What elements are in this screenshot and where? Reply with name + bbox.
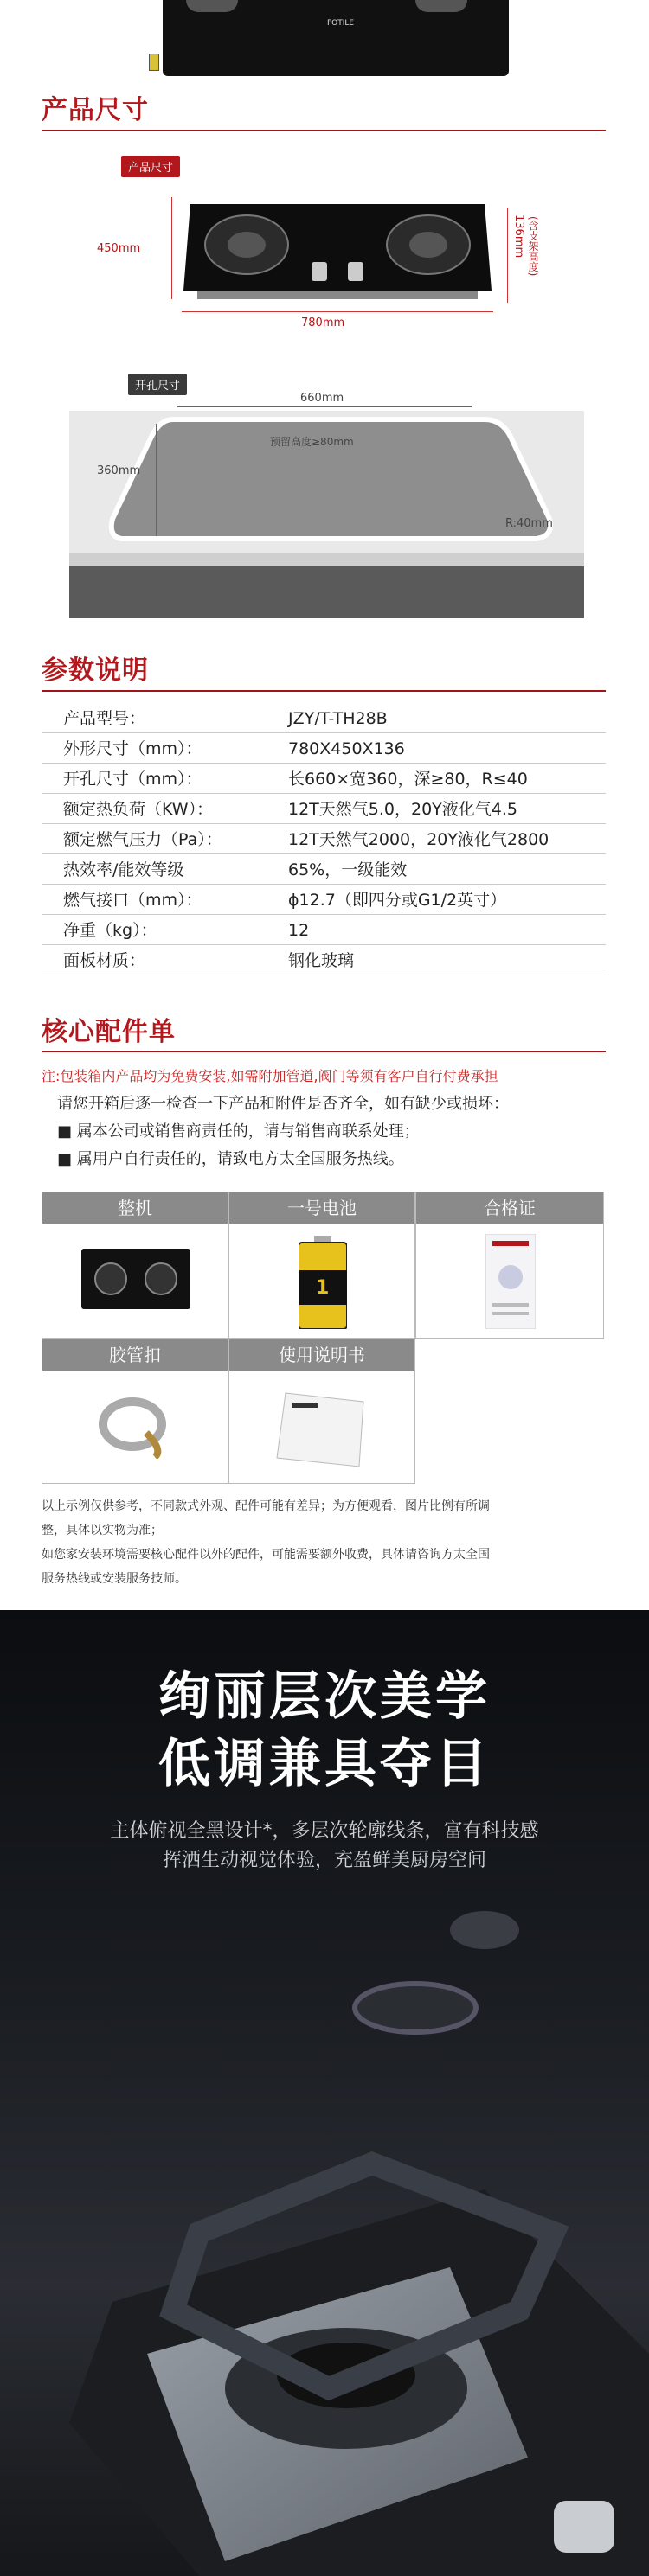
param-row: [42, 734, 606, 764]
param-value: JZY/T-TH28B: [288, 709, 388, 728]
cutout-tag: 开孔尺寸: [128, 374, 187, 395]
section-divider: [42, 130, 606, 131]
param-row: [42, 795, 606, 824]
hero-subtitle-2: 挥洒生动视觉体验，充盈鲜美厨房空间: [162, 1850, 486, 1871]
size-section-title: 产品尺寸: [42, 95, 149, 125]
param-value: ϕ12.7（即四分或G1/2英寸）: [288, 891, 507, 910]
depth-dimension-line: [171, 197, 172, 299]
param-key: 额定热负荷（KW）：: [63, 800, 214, 819]
param-key: 热效率/能效等级: [63, 860, 184, 879]
check-intro: 请您开箱后逐一检查一下产品和附件是否齐全，如有缺少或损坏：: [57, 1095, 509, 1113]
disclaimer-line-2: 整，具体以实物为准；: [42, 1524, 163, 1537]
param-value: 65%，一级能效: [288, 860, 408, 879]
disclaimer-line-4: 服务热线或安装服务技师。: [42, 1572, 187, 1586]
width-dimension-line: [182, 311, 493, 312]
param-value: 12T天然气5.0，20Y液化气4.5: [288, 800, 517, 819]
stove-icon: [81, 1249, 190, 1309]
cutout-depth-line: [156, 424, 157, 536]
hose-clamp-icon: [94, 1390, 177, 1459]
hero-headline-1: 绚丽层次美学: [158, 1666, 491, 1727]
radius-label: R:40mm: [505, 517, 553, 530]
accessory-certificate: 合格证: [415, 1192, 604, 1339]
cutout-depth-label: 360mm: [97, 464, 141, 477]
param-row: [42, 825, 606, 854]
param-row: [42, 916, 606, 945]
brand-logo: FOTILE: [327, 19, 355, 28]
disclaimer-line-3: 如您家安装环境需要核心配件以外的配件，可能需要额外收费，具体请咨询方太全国: [42, 1548, 490, 1562]
param-value: 长660×宽360，深≥80，R≤40: [288, 770, 528, 789]
energy-label: [149, 54, 159, 71]
hero-headline-2: 低调兼具夺目: [158, 1734, 491, 1794]
burner-left: [186, 0, 238, 12]
reserve-height-note: 预留高度≥80mm: [270, 436, 354, 448]
params-section-title: 参数说明: [42, 655, 149, 686]
certificate-icon: [485, 1234, 536, 1329]
cutout-width-line: [177, 406, 472, 407]
bullet-user: ■ 属用户自行责任的，请致电方太全国服务热线。: [57, 1150, 404, 1168]
accessory-stove: 整机: [42, 1192, 228, 1339]
param-value: 12T天然气2000，20Y液化气2800: [288, 830, 549, 849]
stove-illustration: [182, 197, 493, 299]
burner-right: [415, 0, 467, 12]
param-row: [42, 946, 606, 975]
cutout-width-label: 660mm: [300, 392, 344, 405]
param-key: 开孔尺寸（mm）：: [63, 770, 202, 789]
param-key: 面板材质：: [63, 951, 146, 970]
param-key: 产品型号：: [63, 709, 146, 728]
disclaimer-line-1: 以上示例仅供参考，不同款式外观、配件可能有差异；为方便观看，图片比例有所调: [42, 1499, 490, 1513]
param-value: 钢化玻璃: [288, 951, 355, 970]
param-row: [42, 885, 606, 915]
param-row: [42, 764, 606, 794]
product-size-tag: 产品尺寸: [121, 156, 180, 177]
param-key: 外形尺寸（mm）：: [63, 739, 202, 758]
bullet-dealer: ■ 属本公司或销售商责任的，请与销售商联系处理；: [57, 1122, 420, 1141]
battery-number: 1: [316, 1277, 330, 1299]
hero-banner: [0, 1610, 649, 2576]
param-row: [42, 855, 606, 885]
param-row: [42, 704, 606, 733]
width-label: 780mm: [301, 316, 345, 329]
depth-label: 450mm: [97, 242, 141, 255]
manual-icon: [273, 1384, 376, 1471]
height-label: 136mm: [512, 214, 525, 259]
param-key: 额定燃气压力（Pa）：: [63, 830, 222, 849]
accessory-manual: 使用说明书: [228, 1339, 415, 1484]
height-dimension-line: [507, 208, 508, 303]
accessory-hose-clamp: 胶管扣: [42, 1339, 228, 1484]
install-note: 注:包装箱内产品均为免费安装,如需附加管道,阀门等须有客户自行付费承担: [42, 1068, 498, 1084]
param-key: 净重（kg）：: [63, 921, 157, 940]
accessories-section-title: 核心配件单: [42, 1017, 176, 1047]
exploded-burner-illustration: [0, 1904, 649, 2576]
hero-subtitle-1: 主体俯视全黑设计*，多层次轮廓线条，富有科技感: [110, 1820, 539, 1842]
top-product-strip: [0, 0, 649, 82]
section-divider: [42, 690, 606, 692]
section-divider: [42, 1051, 606, 1052]
height-note: (含支架高度): [527, 216, 539, 277]
param-key: 燃气接口（mm）：: [63, 891, 202, 910]
accessory-battery: 一号电池 1: [228, 1192, 415, 1339]
param-value: 780X450X136: [288, 739, 405, 758]
param-value: 12: [288, 921, 310, 940]
